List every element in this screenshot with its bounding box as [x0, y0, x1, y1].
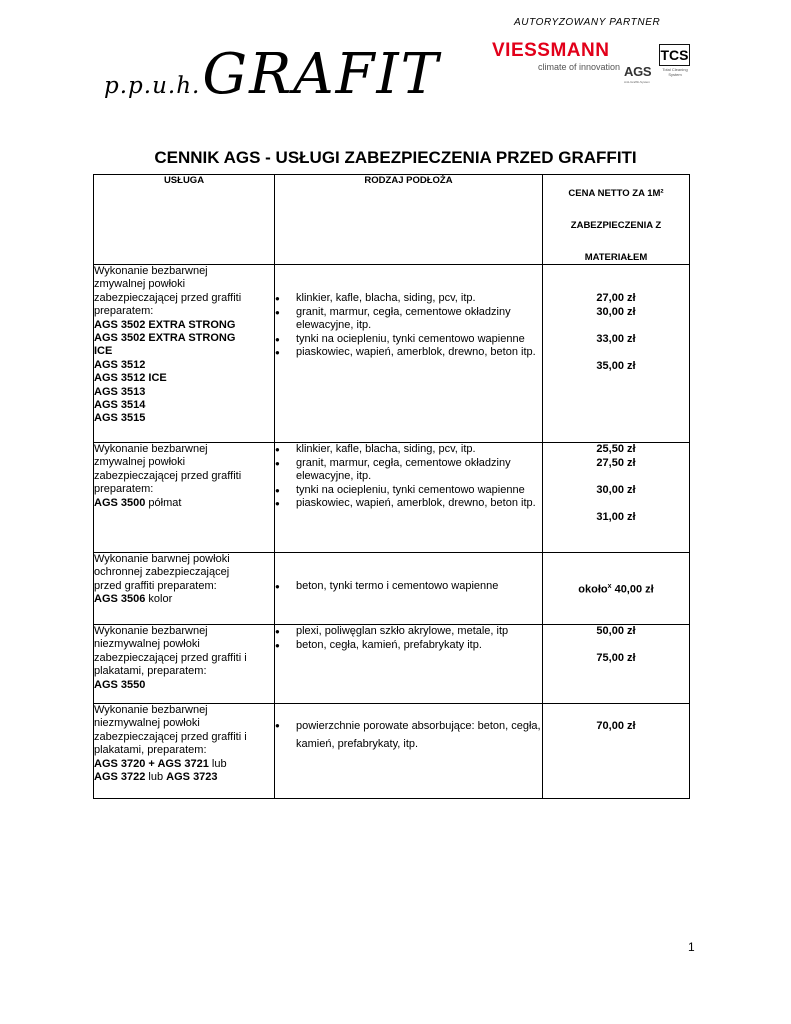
list-item: ● granit, marmur, cegła, cementowe okładziny elewacyjne, itp.	[275, 457, 542, 484]
substrate-cell	[275, 553, 543, 625]
list-item: ● piaskowiec, wapień, amerblok, drewno, beton itp.	[275, 346, 542, 360]
header-substrate: RODZAJ PODŁOŻA	[275, 175, 543, 265]
substrate-cell	[275, 704, 543, 799]
substrate-cell	[275, 443, 543, 553]
list-item: ● klinkier, kafle, blacha, siding, pcv, itp.	[275, 292, 542, 306]
viessmann-logo	[492, 40, 621, 72]
list-item: ● tynki na ociepleniu, tynki cementowo wapienne	[275, 484, 542, 498]
list-item: ● plexi, poliwęglan szkło akrylowe, metale, itp	[275, 625, 542, 639]
price-cell: 70,00 zł	[543, 704, 690, 799]
header-price-line: ZABEZPIECZENIA Z	[570, 220, 662, 231]
table-row	[94, 443, 690, 553]
substrate-cell	[275, 625, 543, 704]
page-number: 1	[688, 940, 695, 954]
list-item: ● klinkier, kafle, blacha, siding, pcv, itp.	[275, 443, 542, 457]
service-cell: Wykonanie bezbarwnej niezmywalnej powłoki zabezpieczającej przed graffiti i plakatami, preparatem: AGS 3550	[94, 625, 275, 704]
service-cell: Wykonanie bezbarwnej zmywalnej powłoki zabezpieczającej przed graffiti preparatem: AGS 3500 półmat	[94, 443, 275, 553]
ags-subtitle: Anti-Graffiti-System	[624, 80, 650, 84]
grafit-logo	[104, 42, 440, 107]
viessmann-name: VIESSMANN	[492, 40, 610, 61]
price-cell: około$^x$ 40,00 zł	[543, 553, 690, 625]
price-cell: 50,00 zł 75,00 zł	[543, 625, 690, 704]
header-price-line: CENA NETTO ZA 1M²	[568, 188, 664, 199]
list-item: ● granit, marmur, cegła, cementowe okładziny elewacyjne, itp.	[275, 306, 542, 333]
substrate-cell	[275, 265, 543, 443]
list-item: ● powierzchnie porowate absorbujące: beton, cegła, kamień, prefabrykaty, itp.	[275, 717, 542, 753]
price-cell: 27,00 zł 30,00 zł 33,00 zł 35,00 zł	[543, 265, 690, 443]
logo-name: GRAFIT	[202, 42, 440, 107]
tcs-subtitle: Total Cleaning System	[662, 67, 688, 77]
table-header-row	[94, 175, 690, 265]
ags-logo: AGS	[624, 64, 652, 79]
service-cell: Wykonanie barwnej powłoki ochronnej zabezpieczającej przed graffiti preparatem: AGS 3506 kolor	[94, 553, 275, 625]
header-service: USŁUGA	[94, 175, 275, 265]
price-table	[93, 174, 690, 799]
price-cell: 25,50 zł 27,50 zł 30,00 zł 31,00 zł	[543, 443, 690, 553]
header-price-line: MATERIAŁEM	[584, 252, 648, 263]
table-row	[94, 625, 690, 704]
list-item: ● tynki na ociepleniu, tynki cementowo wapienne	[275, 333, 542, 347]
partner-label: AUTORYZOWANY PARTNER	[514, 17, 661, 28]
logo-prefix: p.p.u.h.	[104, 73, 201, 99]
service-cell: Wykonanie bezbarwnej niezmywalnej powłoki zabezpieczającej przed graffiti i plakatami, preparatem: AGS 3720 + AGS 3721 lub AGS 3722 lub AGS 3723	[94, 704, 275, 799]
page-title: CENNIK AGS - USŁUGI ZABEZPIECZENIA PRZED GRAFFITI	[154, 148, 637, 167]
table-row	[94, 265, 690, 443]
tcs-logo: TCS	[659, 44, 690, 66]
table-row	[94, 704, 690, 799]
header-price	[543, 175, 690, 265]
table-row	[94, 553, 690, 625]
list-item: ● beton, tynki termo i cementowo wapienne	[275, 580, 542, 594]
viessmann-tagline: climate of innovation	[538, 62, 621, 72]
list-item: ● beton, cegła, kamień, prefabrykaty itp.	[275, 639, 542, 653]
service-cell: Wykonanie bezbarwnej zmywalnej powłoki zabezpieczającej przed graffiti preparatem: AGS 3502 EXTRA STRONG AGS 3502 EXTRA STRONG ICE AGS 3512 AGS 3512 ICE AGS 3513 AGS 3514 AGS 3515	[94, 265, 275, 443]
list-item: ● piaskowiec, wapień, amerblok, drewno, beton itp.	[275, 497, 542, 511]
